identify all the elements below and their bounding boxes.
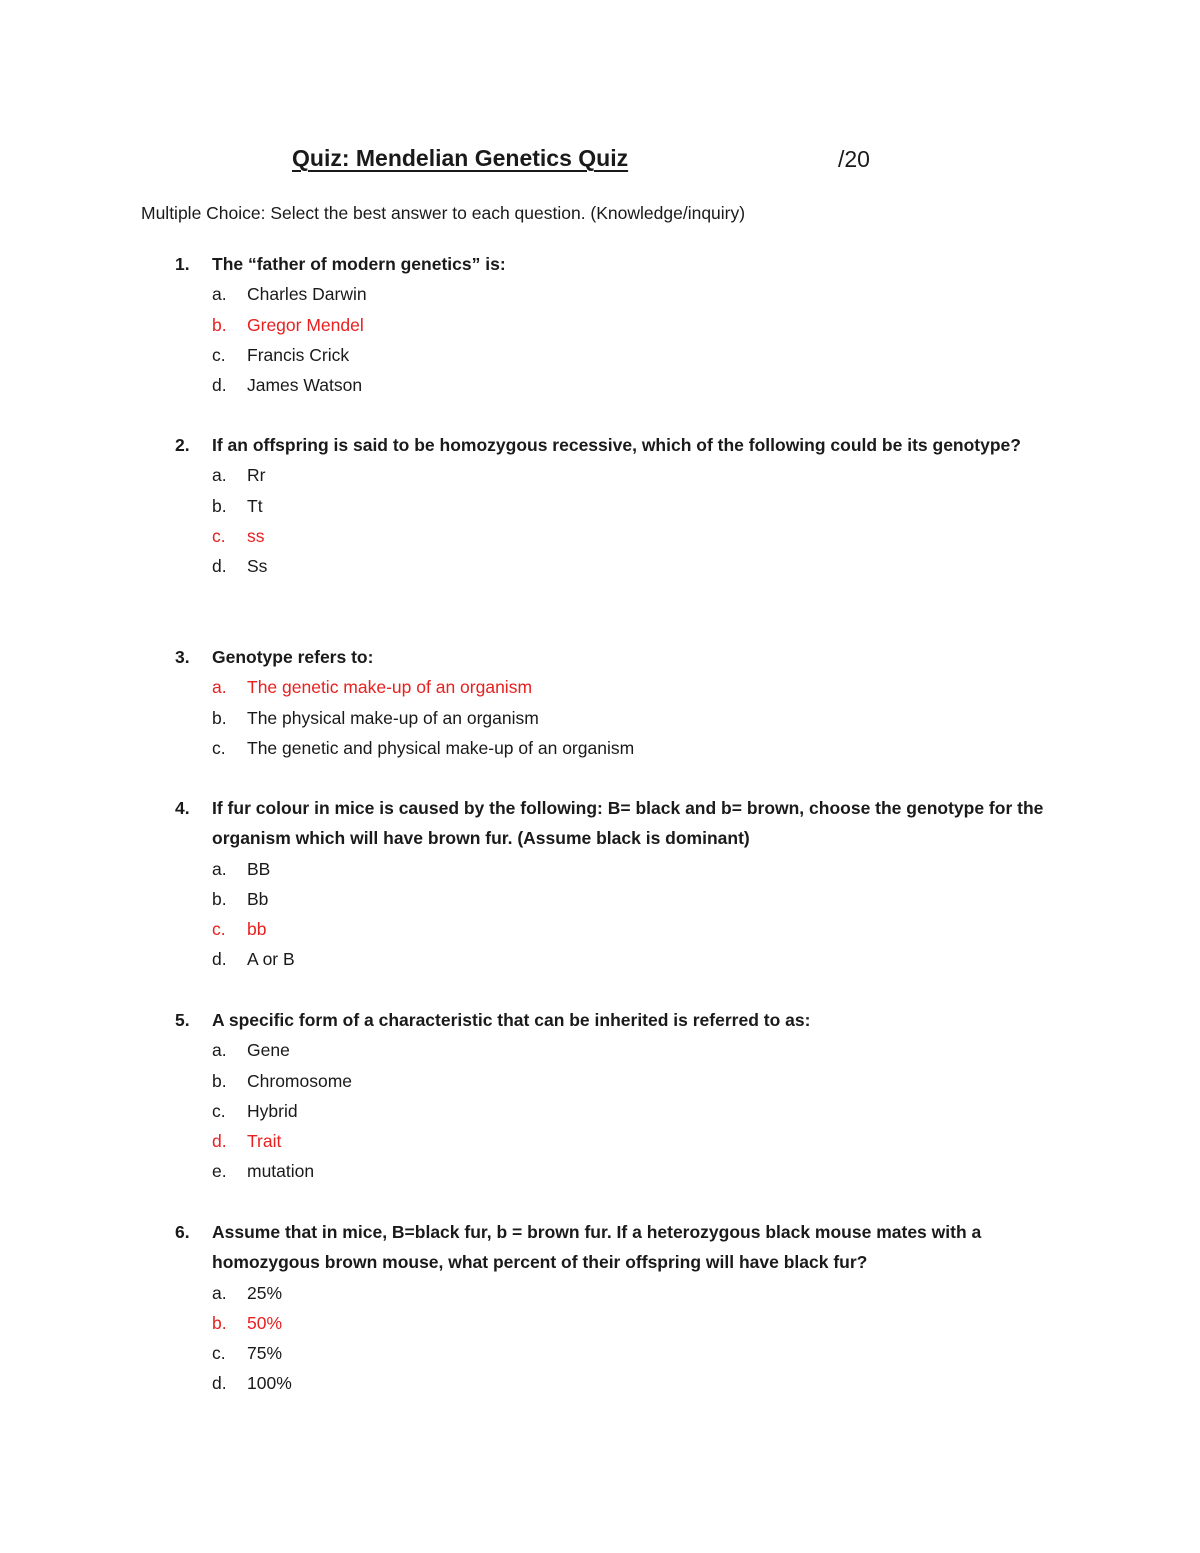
score-total: /20 bbox=[838, 146, 870, 172]
question-prompt: The “father of modern genetics” is: bbox=[212, 254, 506, 274]
option-text: mutation bbox=[247, 1161, 315, 1182]
option-text: Hybrid bbox=[247, 1100, 298, 1121]
question-text bbox=[175, 1217, 1075, 1278]
option-text: bb bbox=[247, 919, 267, 940]
answer-option[interactable] bbox=[175, 1035, 1075, 1065]
answer-option[interactable] bbox=[175, 1096, 1075, 1126]
option-text: Chromosome bbox=[247, 1070, 353, 1091]
option-letter: b. bbox=[212, 1070, 227, 1091]
option-letter: c. bbox=[212, 919, 226, 940]
option-text: Gene bbox=[247, 1040, 290, 1061]
option-text: Rr bbox=[247, 465, 266, 486]
option-letter: b. bbox=[212, 888, 227, 909]
instructions: Multiple Choice: Select the best answer to each question. (Knowledge/inquiry) bbox=[141, 203, 746, 223]
option-letter: c. bbox=[212, 1343, 226, 1364]
option-text: Bb bbox=[247, 888, 269, 909]
quiz-title: Quiz: Mendelian Genetics Quiz bbox=[292, 145, 629, 171]
answer-option[interactable] bbox=[175, 944, 1075, 974]
option-letter: b. bbox=[212, 707, 227, 728]
answer-option[interactable] bbox=[175, 1338, 1075, 1368]
correct-answer-option[interactable] bbox=[175, 914, 1075, 944]
answer-option[interactable] bbox=[175, 1066, 1075, 1096]
answer-option[interactable] bbox=[175, 733, 1075, 763]
option-text: BB bbox=[247, 858, 271, 879]
correct-answer-option[interactable] bbox=[175, 1308, 1075, 1338]
option-letter: d. bbox=[212, 556, 227, 577]
option-letter: a. bbox=[212, 677, 227, 698]
answer-option[interactable] bbox=[175, 1156, 1075, 1186]
question-text bbox=[175, 249, 1075, 279]
question-text bbox=[175, 793, 1075, 854]
correct-answer-option[interactable] bbox=[175, 672, 1075, 702]
option-letter: a. bbox=[212, 465, 227, 486]
option-text: 25% bbox=[247, 1282, 283, 1303]
option-letter: a. bbox=[212, 284, 227, 305]
option-text: A or B bbox=[247, 949, 295, 970]
option-text: The genetic and physical make-up of an organism bbox=[247, 737, 635, 758]
answer-option[interactable] bbox=[175, 279, 1075, 309]
option-letter: b. bbox=[212, 314, 227, 335]
option-letter: d. bbox=[212, 1373, 227, 1394]
answer-option[interactable] bbox=[175, 340, 1075, 370]
correct-answer-option[interactable] bbox=[175, 1126, 1075, 1156]
question-number: 6. bbox=[175, 1222, 190, 1242]
option-letter: c. bbox=[212, 525, 226, 546]
option-letter: b. bbox=[212, 495, 227, 516]
question-prompt: Genotype refers to: bbox=[212, 647, 374, 667]
option-text: Trait bbox=[247, 1131, 282, 1152]
question-3 bbox=[175, 642, 1075, 763]
option-text: 50% bbox=[247, 1312, 283, 1333]
option-text: ss bbox=[247, 525, 265, 546]
question-prompt: If an offspring is said to be homozygous recessive, which of the following could be its genotype? bbox=[212, 435, 1021, 455]
option-text: Francis Crick bbox=[247, 344, 350, 365]
question-number: 5. bbox=[175, 1010, 190, 1030]
option-text: 75% bbox=[247, 1343, 283, 1364]
option-letter: c. bbox=[212, 1100, 226, 1121]
answer-option[interactable] bbox=[175, 370, 1075, 400]
answer-option[interactable] bbox=[175, 854, 1075, 884]
option-text: Ss bbox=[247, 556, 268, 577]
option-letter: a. bbox=[212, 1040, 227, 1061]
option-letter: c. bbox=[212, 344, 226, 365]
question-1 bbox=[175, 249, 1075, 400]
question-prompt: If fur colour in mice is caused by the following: B= black and b= brown, choose the genotype for the organism which will have brown fur. (Assume black is dominant) bbox=[212, 798, 1044, 849]
question-number: 4. bbox=[175, 798, 190, 818]
question-text bbox=[175, 642, 1075, 672]
option-text: Tt bbox=[247, 495, 263, 516]
question-text bbox=[175, 1005, 1075, 1035]
option-letter: a. bbox=[212, 858, 227, 879]
answer-option[interactable] bbox=[175, 460, 1075, 490]
correct-answer-option[interactable] bbox=[175, 310, 1075, 340]
option-text: 100% bbox=[247, 1373, 292, 1394]
question-text bbox=[175, 430, 1075, 460]
question-4 bbox=[175, 793, 1075, 975]
option-letter: c. bbox=[212, 737, 226, 758]
option-text: Charles Darwin bbox=[247, 284, 367, 305]
question-5 bbox=[175, 1005, 1075, 1187]
option-text: The genetic make-up of an organism bbox=[247, 677, 533, 698]
option-letter: a. bbox=[212, 1282, 227, 1303]
question-number: 3. bbox=[175, 647, 190, 667]
answer-option[interactable] bbox=[175, 551, 1075, 581]
option-letter: d. bbox=[212, 375, 227, 396]
option-letter: d. bbox=[212, 1131, 227, 1152]
option-letter: d. bbox=[212, 949, 227, 970]
option-text: James Watson bbox=[247, 375, 363, 396]
correct-answer-option[interactable] bbox=[175, 521, 1075, 551]
answer-option[interactable] bbox=[175, 884, 1075, 914]
answer-option[interactable] bbox=[175, 1278, 1075, 1308]
question-number: 1. bbox=[175, 254, 190, 274]
answer-option[interactable] bbox=[175, 703, 1075, 733]
answer-option[interactable] bbox=[175, 491, 1075, 521]
question-2 bbox=[175, 430, 1075, 581]
answer-option[interactable] bbox=[175, 1368, 1075, 1398]
question-6 bbox=[175, 1217, 1075, 1399]
option-letter: e. bbox=[212, 1161, 227, 1182]
question-number: 2. bbox=[175, 435, 190, 455]
question-prompt: Assume that in mice, B=black fur, b = brown fur. If a heterozygous black mouse mates with a homozygous brown mouse, what percent of their offspring will have black fur? bbox=[212, 1222, 982, 1273]
option-letter: b. bbox=[212, 1312, 227, 1333]
option-text: The physical make-up of an organism bbox=[247, 707, 539, 728]
option-text: Gregor Mendel bbox=[247, 314, 364, 335]
question-prompt: A specific form of a characteristic that can be inherited is referred to as: bbox=[212, 1010, 811, 1030]
